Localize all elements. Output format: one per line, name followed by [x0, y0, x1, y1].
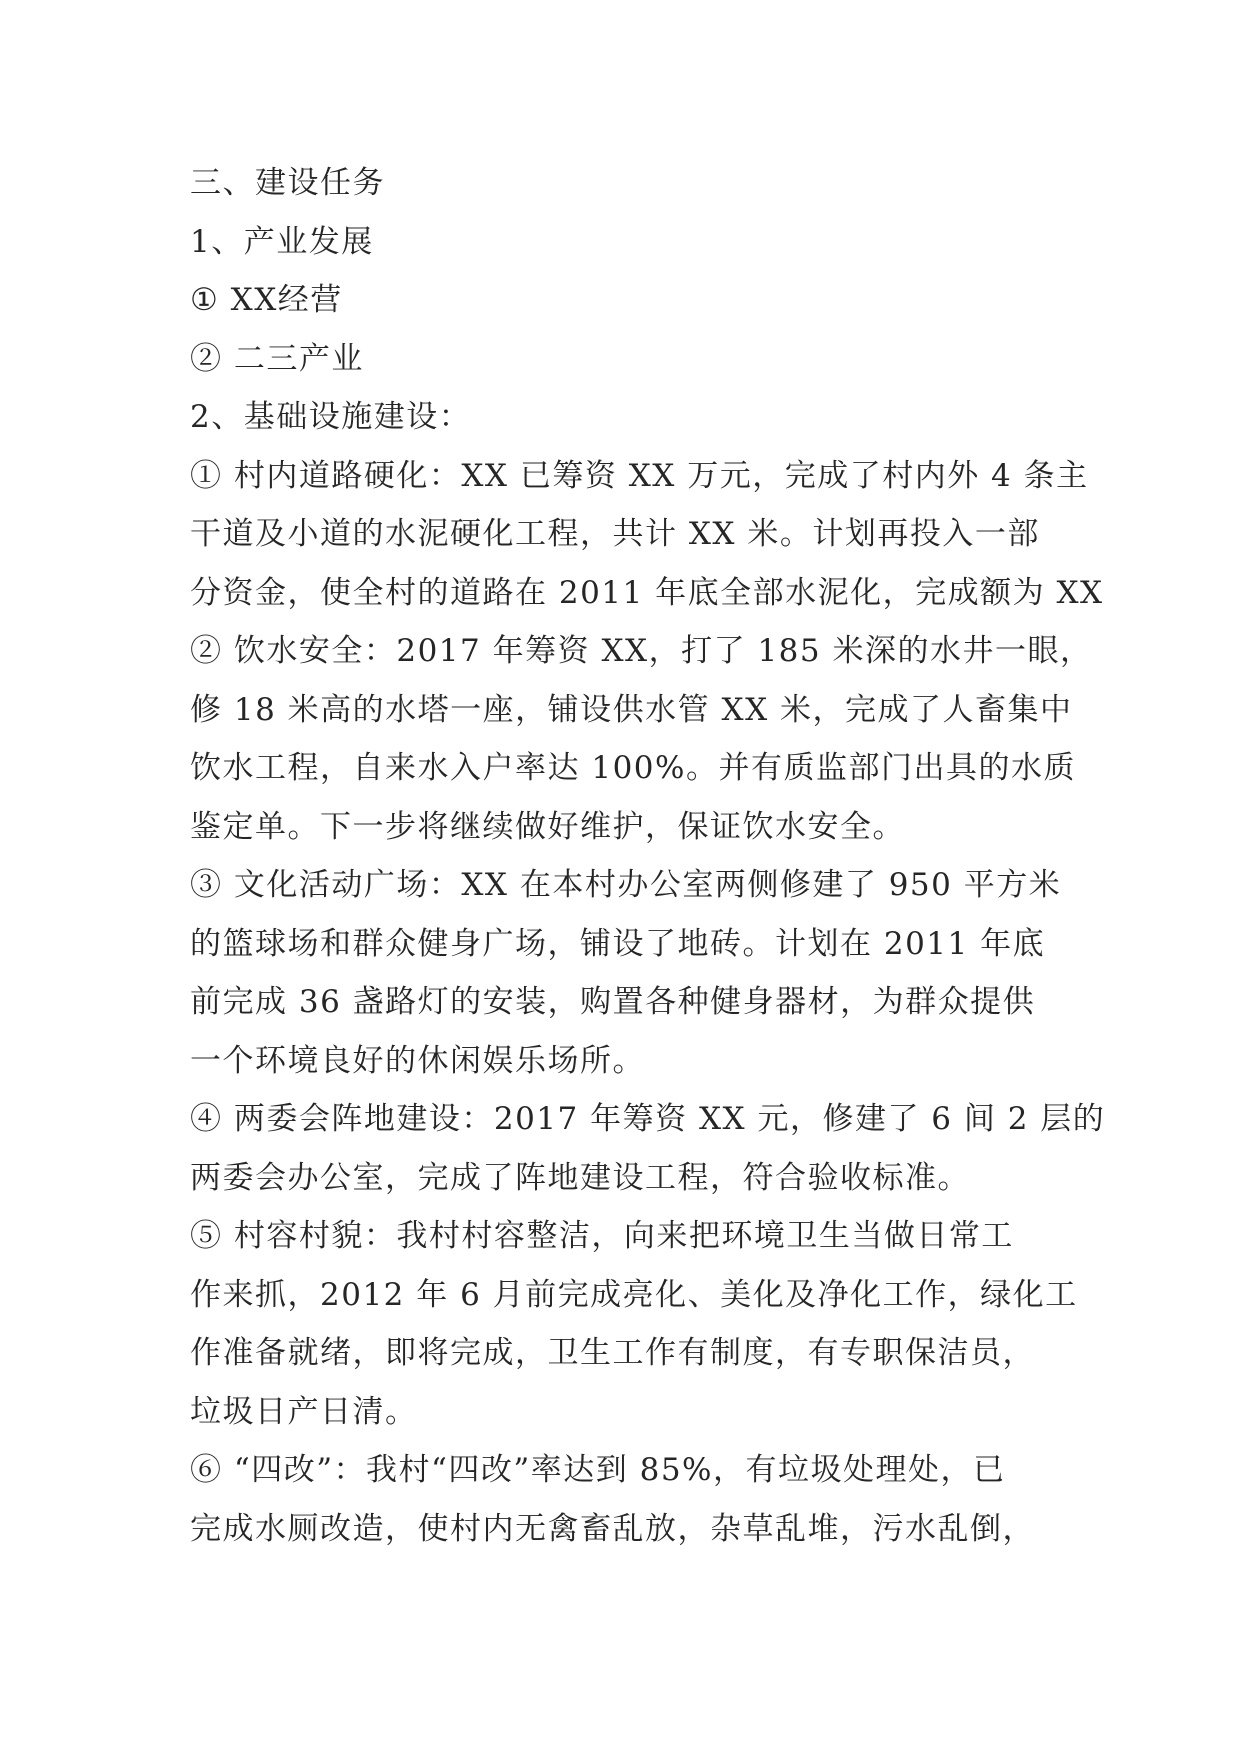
paragraph-line: 干道及小道的水泥硬化工程，共计 XX 米。计划再投入一部	[190, 516, 1040, 552]
paragraph-line: 的篮球场和群众健身广场，铺设了地砖。计划在 2011 年底	[190, 925, 1046, 962]
subsection-heading: 2、基础设施建设：	[190, 399, 472, 435]
paragraph-line: ⑥ “四改”：我村“四改”率达到 85%，有垃圾处理处，已	[190, 1452, 1006, 1488]
paragraph-line: 完成水厕改造，使村内无禽畜乱放，杂草乱堆，污水乱倒，	[190, 1510, 1035, 1547]
paragraph-line: ② 饮水安全：2017 年筹资 XX，打了 185 米深的水井一眼，	[190, 633, 1093, 669]
paragraph-line: 饮水工程，自来水入户率达 100%。并有质监部门出具的水质	[190, 750, 1076, 786]
paragraph-line: ① 村内道路硬化：XX 已筹资 XX 万元，完成了村内外 4 条主	[190, 457, 1089, 494]
paragraph-line: ③ 文化活动广场：XX 在本村办公室两侧修建了 950 平方米	[190, 867, 1062, 903]
list-item: ② 二三产业	[190, 340, 364, 377]
paragraph-line: 作准备就绪，即将完成，卫生工作有制度，有专职保洁员，	[190, 1335, 1035, 1371]
document-body	[190, 154, 1106, 1558]
paragraph-line: 作来抓，2012 年 6 月前完成亮化、美化及净化工作，绿化工	[190, 1276, 1078, 1313]
paragraph-line: 鉴定单。下一步将继续做好维护，保证饮水安全。	[190, 808, 905, 845]
paragraph-line: 垃圾日产日清。	[190, 1393, 418, 1430]
subsection-heading: 1、产业发展	[190, 223, 374, 260]
list-item: ① XX经营	[190, 282, 343, 318]
paragraph-line: ⑤ 村容村貌：我村村容整洁，向来把环境卫生当做日常工	[190, 1218, 1014, 1254]
paragraph-line: 修 18 米高的水塔一座，铺设供水管 XX 米，完成了人畜集中	[190, 691, 1073, 728]
paragraph-line: ④ 两委会阵地建设：2017 年筹资 XX 元，修建了 6 间 2 层的	[190, 1101, 1106, 1137]
section-heading: 三、建设任务	[190, 165, 385, 201]
paragraph-line: 前完成 36 盏路灯的安装，购置各种健身器材，为群众提供	[190, 984, 1036, 1020]
paragraph-line: 一个环境良好的休闲娱乐场所。	[190, 1042, 645, 1079]
paragraph-line: 分资金，使全村的道路在 2011 年底全部水泥化，完成额为 XX	[190, 574, 1104, 611]
paragraph-line: 两委会办公室，完成了阵地建设工程，符合验收标准。	[190, 1159, 970, 1196]
